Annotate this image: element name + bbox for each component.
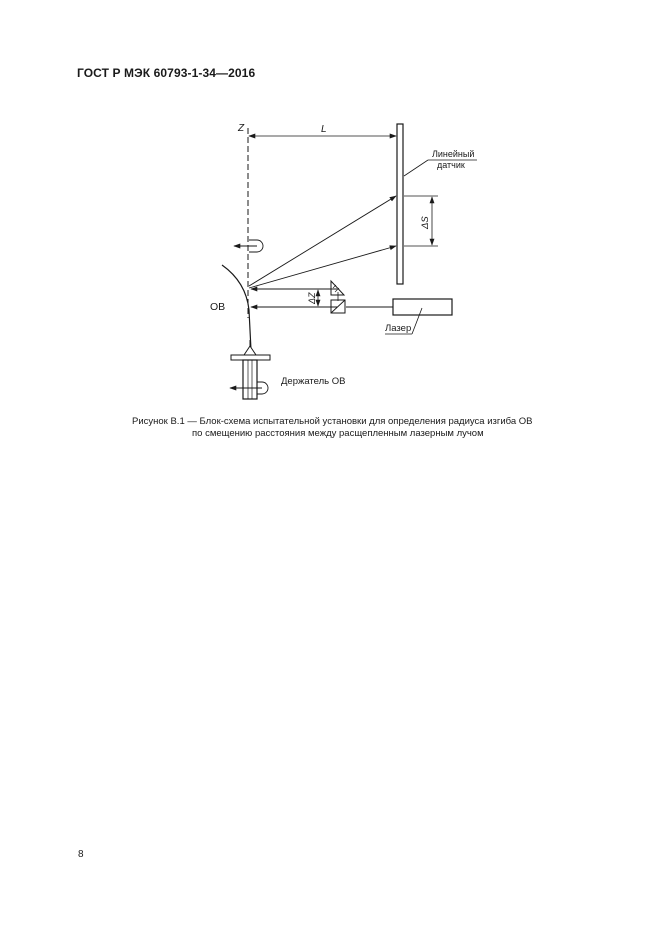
document-header: ГОСТ Р МЭК 60793-1-34—2016 [77,66,256,80]
upper-reflected-beam [249,196,396,286]
fiber-holder-body [243,360,257,399]
lower-reflected-beam [249,246,396,288]
linear-sensor-leader [404,160,428,176]
linear-sensor-label-line1: Линейный [432,149,475,159]
mirror-prism [331,281,344,295]
figure-caption-line-1: Рисунок В.1 — Блок-схема испытательной установки для определения радиуса изгиба ОВ [132,416,533,427]
fiber-holder-tip [244,346,256,355]
figure-caption-line-2: по смещению расстояния между расщепленным лазерным лучом [192,428,484,439]
fiber-label: ОВ [210,301,226,313]
linear-sensor [397,124,403,284]
laser-label: Лазер [385,323,412,334]
test-setup-diagram [0,0,661,420]
page-number: 8 [78,849,84,860]
optical-fiber-curve [222,265,251,350]
fiber-holder-flange [231,355,270,360]
delta-s-label: ΔS [420,216,431,229]
linear-sensor-label-line2: датчик [437,160,465,170]
delta-z-label: ΔZ [307,292,317,304]
z-axis-label: Z [238,123,245,134]
distance-label: L [321,124,327,135]
fiber-holder-label: Держатель ОВ [281,376,346,387]
laser-source [393,299,452,315]
